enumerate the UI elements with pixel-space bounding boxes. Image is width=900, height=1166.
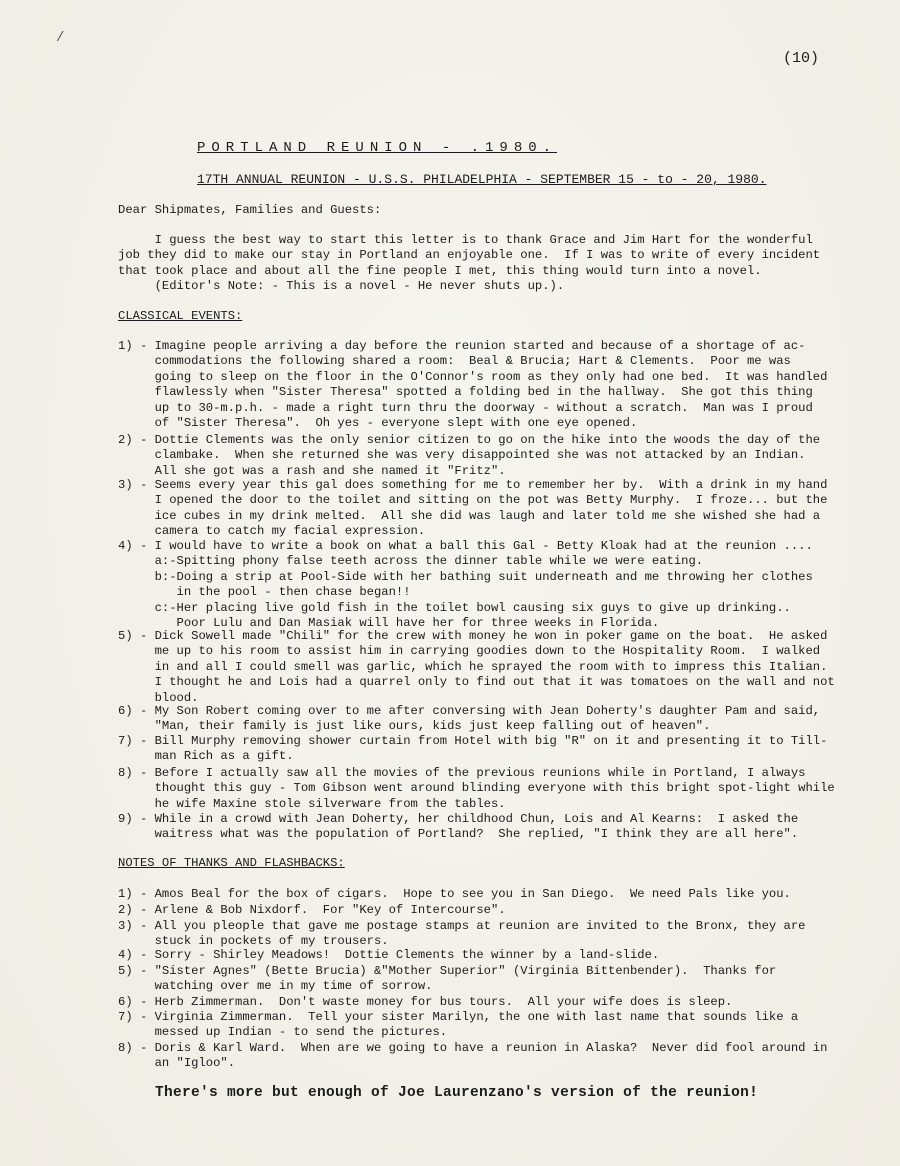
classical-events-heading: CLASSICAL EVENTS:: [118, 309, 243, 323]
document-subtitle: 17TH ANNUAL REUNION - U.S.S. PHILADELPHIA - SEPTEMBER 15 - to - 20, 1980.: [197, 172, 767, 187]
page-number: (10): [783, 50, 820, 67]
note-item: 8) - Doris & Karl Ward. When are we going to have a reunion in Alaska? Never did fool around in an "Igloo".: [118, 1041, 828, 1071]
note-item: 5) - "Sister Agnes" (Bette Brucia) &"Mother Superior" (Virginia Bittenbender). Thanks for watching over me in my time of sorrow.: [118, 964, 777, 994]
notes-heading: NOTES OF THANKS AND FLASHBACKS:: [118, 856, 345, 870]
event-item: 8) - Before I actually saw all the movies of the previous reunions while in Portland, I always thought this guy - Tom Gibson went around blinding everyone with this bright spot-light while he wife Maxine stole silverware from the tables.: [118, 766, 835, 811]
closing-line: There's more but enough of Joe Laurenzano's version of the reunion!: [155, 1085, 759, 1101]
event-item: 3) - Seems every year this gal does something for me to remember her by. With a drink in my hand I opened the door to the toilet and sitting on the pot was Betty Murphy. I froze... but the ice cubes in my drink melted. All she did was laugh and later told me she wished she had a camera to catch my facial expression.: [118, 478, 828, 539]
event-item: 4) - I would have to write a book on what a ball this Gal - Betty Kloak had at the reunion .... a:-Spitting phony false teeth across the dinner table while we were eating. b:-Doing a strip at Pool-Side with her bathing suit underneath and me throwing her clothes in the pool - then chase began!! c:-Her placing live gold fish in the toilet bowl causing six guys to give up drinking.. Poor Lulu and Dan Masiak will have her for three weeks in Florida.: [118, 539, 813, 631]
stray-mark: /: [56, 30, 65, 46]
note-item: 1) - Amos Beal for the box of cigars. Hope to see you in San Diego. We need Pals like you.: [118, 887, 791, 901]
event-item: 1) - Imagine people arriving a day before the reunion started and because of a shortage of ac- commodations the following shared a room: Beal & Brucia; Hart & Clements. Poor me was going to sleep on the floor in the O'Connor's room as they only had one bed. It was handled flawlessly when "Sister Theresa" spotted a folding bed in the hallway. She got this thing up to 30-m.p.h. - made a right turn thru the doorway - without a scratch. Man was I proud of "Sister Theresa". Oh yes - everyone slept with one eye opened.: [118, 339, 828, 431]
note-item: 2) - Arlene & Bob Nixdorf. For "Key of Intercourse".: [118, 903, 506, 917]
note-item: 7) - Virginia Zimmerman. Tell your sister Marilyn, the one with last name that sounds like a messed up Indian - to send the pictures.: [118, 1010, 799, 1040]
event-item: 6) - My Son Robert coming over to me after conversing with Jean Doherty's daughter Pam and said, "Man, their family is just like ours, kids just keep falling out of heaven".: [118, 704, 821, 734]
event-item: 7) - Bill Murphy removing shower curtain from Hotel with big "R" on it and presenting it to Till- man Rich as a gift.: [118, 734, 828, 764]
note-item: 3) - All you pleople that gave me postage stamps at reunion are invited to the Bronx, they are stuck in pockets of my trousers.: [118, 919, 806, 949]
event-item: 9) - While in a crowd with Jean Doherty, her childhood Chun, Lois and Al Kearns: I asked the waitress what was the population of Portland? She replied, "I think they are all here".: [118, 812, 799, 842]
event-item: 5) - Dick Sowell made "Chili" for the crew with money he won in poker game on the boat. He asked me up to his room to assist him in carrying goodies down to the Hospitality Room. I walked in and all I could smell was garlic, which he sprayed the room with to impress this Italian. I thought he and Lois had a quarrel only to find out that it was tomatoes on the wall and not blood.: [118, 629, 835, 705]
event-item: 2) - Dottie Clements was the only senior citizen to go on the hike into the woods the day of the clambake. When she returned she was very disappointed she was not attacked by an Indian. All she got was a rash and she named it "Fritz".: [118, 433, 821, 478]
note-item: 6) - Herb Zimmerman. Don't waste money for bus tours. All your wife does is sleep.: [118, 995, 733, 1009]
salutation: Dear Shipmates, Families and Guests:: [118, 203, 382, 217]
intro-paragraph: I guess the best way to start this letter is to thank Grace and Jim Hart for the wonderful job they did to make our stay in Portland an enjoyable one. If I was to write of every incident that took place and about all the fine people I met, this thing would turn into a novel. (Editor's Note: - This is a novel - He never shuts up.).: [118, 233, 821, 294]
document-title: PORTLAND REUNION - .1980.: [197, 140, 558, 156]
note-item: 4) - Sorry - Shirley Meadows! Dottie Clements the winner by a land-slide.: [118, 948, 660, 962]
